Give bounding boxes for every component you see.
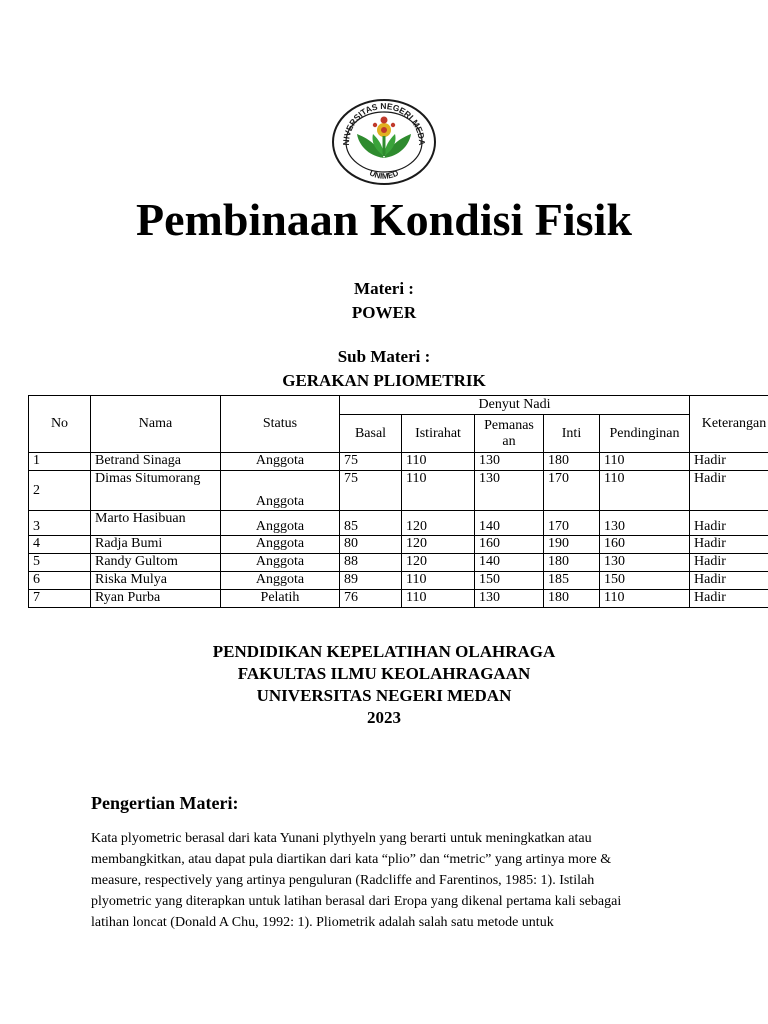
- header-denyut-nadi: Denyut Nadi: [340, 396, 690, 415]
- pulse-table: [28, 395, 768, 608]
- logo-bottom-text: UNIMED: [367, 168, 401, 181]
- sub-materi-label: Sub Materi :: [337, 347, 431, 366]
- cell-status: Anggota: [221, 453, 340, 471]
- cell-no: 5: [29, 554, 91, 572]
- cell-basal: 75: [340, 453, 402, 471]
- page-title: Pembinaan Kondisi Fisik: [136, 194, 632, 245]
- cell-keterangan: Hadir: [690, 554, 768, 572]
- cell-pemanasan: 130: [475, 471, 544, 511]
- cell-pemanasan: 130: [475, 453, 544, 471]
- table-row: [29, 536, 768, 554]
- cell-keterangan: Hadir: [690, 511, 768, 536]
- university-logo: [331, 98, 437, 186]
- cell-keterangan: Hadir: [690, 590, 768, 608]
- table-row: [29, 590, 768, 608]
- cell-istirahat: 120: [402, 536, 475, 554]
- cell-status: Anggota: [221, 471, 340, 511]
- cell-inti: 180: [544, 590, 600, 608]
- paragraph-line: Kata plyometric berasal dari kata Yunani plythyeln yang berarti untuk meningkatkan atau: [91, 831, 592, 846]
- cell-status: Pelatih: [221, 590, 340, 608]
- footer-university: UNIVERSITAS NEGERI MEDAN: [256, 686, 512, 705]
- cell-istirahat: 110: [402, 572, 475, 590]
- cell-istirahat: 120: [402, 554, 475, 572]
- cell-nama: Marto Hasibuan: [91, 511, 221, 536]
- cell-no: 3: [29, 511, 91, 536]
- cell-istirahat: 110: [402, 453, 475, 471]
- cell-inti: 185: [544, 572, 600, 590]
- header-basal: Basal: [340, 415, 402, 453]
- footer-program: PENDIDIKAN KEPELATIHAN OLAHRAGA: [212, 642, 556, 661]
- cell-pemanasan: 160: [475, 536, 544, 554]
- cell-inti: 180: [544, 554, 600, 572]
- cell-no: 6: [29, 572, 91, 590]
- footer-faculty: FAKULTAS ILMU KEOLAHRAGAAN: [237, 664, 531, 683]
- cell-pendinginan: 110: [600, 590, 690, 608]
- definition-paragraph: [91, 828, 691, 933]
- cell-basal: 75: [340, 471, 402, 511]
- cell-no: 1: [29, 453, 91, 471]
- table-row: [29, 453, 768, 471]
- cell-no: 7: [29, 590, 91, 608]
- cell-inti: 190: [544, 536, 600, 554]
- header-pendinginan: Pendinginan: [600, 415, 690, 453]
- cell-status: Anggota: [221, 554, 340, 572]
- header-pemanasan: [475, 415, 544, 453]
- cell-inti: 170: [544, 471, 600, 511]
- cell-pemanasan: 130: [475, 590, 544, 608]
- cell-status: Anggota: [221, 572, 340, 590]
- header-istirahat: Istirahat: [402, 415, 475, 453]
- header-pemanasan-line1: Pemanas: [484, 417, 534, 433]
- materi-label: Materi :: [354, 279, 414, 298]
- cell-istirahat: 110: [402, 590, 475, 608]
- cell-basal: 89: [340, 572, 402, 590]
- cell-pendinginan: 110: [600, 471, 690, 511]
- cell-basal: 80: [340, 536, 402, 554]
- cell-keterangan: Hadir: [690, 536, 768, 554]
- cell-pemanasan: 140: [475, 511, 544, 536]
- cell-pemanasan: 150: [475, 572, 544, 590]
- unimed-emblem-icon: [331, 98, 437, 186]
- cell-pemanasan: 140: [475, 554, 544, 572]
- cell-nama: Betrand Sinaga: [91, 453, 221, 471]
- logo-top-text: NIVERSITAS NEGERI MEDA: [340, 100, 428, 146]
- cell-no: 2: [29, 471, 91, 511]
- cell-pendinginan: 130: [600, 511, 690, 536]
- paragraph-line: membangkitkan, atau dapat pula diartikan dari kata “plio” dan “metric” yang artinya more &: [91, 852, 612, 867]
- paragraph-line: measure, respectively yang artinya penguluran (Radcliffe and Farentinos, 1985: 1). Istilah: [91, 873, 595, 888]
- paragraph-line: plyometric yang diterapkan untuk latihan berasal dari Eropa yang dikenal pertama kali sebagai: [91, 894, 622, 909]
- table-row: [29, 511, 768, 536]
- cell-pendinginan: 150: [600, 572, 690, 590]
- cell-keterangan: Hadir: [690, 453, 768, 471]
- cell-inti: 180: [544, 453, 600, 471]
- cell-pendinginan: 110: [600, 453, 690, 471]
- cell-nama: Ryan Purba: [91, 590, 221, 608]
- footer-year: 2023: [367, 708, 401, 727]
- header-no: No: [29, 396, 91, 453]
- table-row: [29, 572, 768, 590]
- cell-status: Anggota: [221, 536, 340, 554]
- cell-no: 4: [29, 536, 91, 554]
- sub-materi-value: GERAKAN PLIOMETRIK: [282, 371, 486, 390]
- cell-istirahat: 110: [402, 471, 475, 511]
- header-pemanasan-line2: an: [502, 433, 516, 449]
- header-status: Status: [221, 396, 340, 453]
- cell-status: Anggota: [221, 511, 340, 536]
- cell-basal: 85: [340, 511, 402, 536]
- cell-nama: Radja Bumi: [91, 536, 221, 554]
- cell-basal: 88: [340, 554, 402, 572]
- header-keterangan: Keterangan: [690, 396, 768, 453]
- header-nama: Nama: [91, 396, 221, 453]
- cell-nama: Riska Mulya: [91, 572, 221, 590]
- cell-pendinginan: 130: [600, 554, 690, 572]
- cell-nama: Randy Gultom: [91, 554, 221, 572]
- cell-pendinginan: 160: [600, 536, 690, 554]
- cell-keterangan: Hadir: [690, 471, 768, 511]
- cell-nama: Dimas Situmorang: [91, 471, 221, 511]
- cell-istirahat: 120: [402, 511, 475, 536]
- cell-basal: 76: [340, 590, 402, 608]
- materi-value: POWER: [351, 303, 417, 322]
- cell-inti: 170: [544, 511, 600, 536]
- section-title: Pengertian Materi:: [91, 793, 239, 813]
- table-row: [29, 471, 768, 511]
- cell-keterangan: Hadir: [690, 572, 768, 590]
- paragraph-line: latihan loncat (Donald A Chu, 1992: 1). Pliometrik adalah salah satu metode untuk: [91, 915, 554, 930]
- table-row: [29, 554, 768, 572]
- header-inti: Inti: [544, 415, 600, 453]
